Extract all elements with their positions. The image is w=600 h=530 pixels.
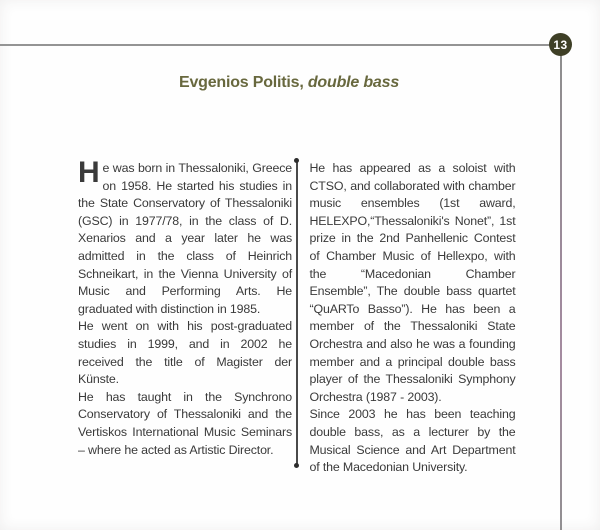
- top-rule: [0, 44, 551, 46]
- page-number-badge: [549, 33, 572, 56]
- right-column: [310, 160, 516, 477]
- bio-paragraph-text: e was born in Thessaloniki, Greece on 1958. He started his studies in the State Conservatory of Thessaloniki (GSC) in 1977/78, in the class of D. Xenarios and a year later he was admitted in the class of Heinrich Schneikart, in the Vienna University of Music and Performing Arts. He graduated with distinction in 1985.: [78, 161, 292, 316]
- text-columns: [78, 156, 516, 477]
- bio-paragraph: He has appeared as a soloist with CTSO, and collaborated with chamber music ensembles (1st award, HELEXPO,“Thessaloniki's Nonet”, 1st prize in the 2nd Panhellenic Contest of Chamber Music of Hellexpo, with the “Macedonian Chamber Ensemble”, The double bass quartet “QuARTo Basso”). He has been a member of the Thessaloniki State Orchestra and also he was a founding member and a principal double bass player of the Thessaloniki Symphony Orchestra (1987 - 2003).: [309, 161, 516, 404]
- page-title: [0, 74, 578, 92]
- drop-cap: H: [78, 156, 100, 189]
- bio-paragraph: [78, 156, 292, 318]
- left-column: [78, 156, 292, 459]
- bio-paragraph: He has taught in the Synchrono Conservatory of Thessaloniki and the Vertiskos International Music Seminars – where he acted as Artistic Director.: [78, 389, 292, 457]
- column-divider: [296, 160, 298, 466]
- bio-paragraph: Since 2003 he has been teaching double bass, as a lecturer by the Musical Science and Art Department of the Macedonian University.: [309, 407, 516, 475]
- page-number: 13: [553, 37, 568, 52]
- artist-name: Evgenios Politis,: [178, 74, 308, 91]
- right-edge-rule: [560, 55, 562, 530]
- instrument-name: double bass: [307, 74, 400, 91]
- bio-paragraph: He went on with his post-graduated studies in 1999, and in 2002 he received the title of Magister der Künste.: [78, 319, 292, 387]
